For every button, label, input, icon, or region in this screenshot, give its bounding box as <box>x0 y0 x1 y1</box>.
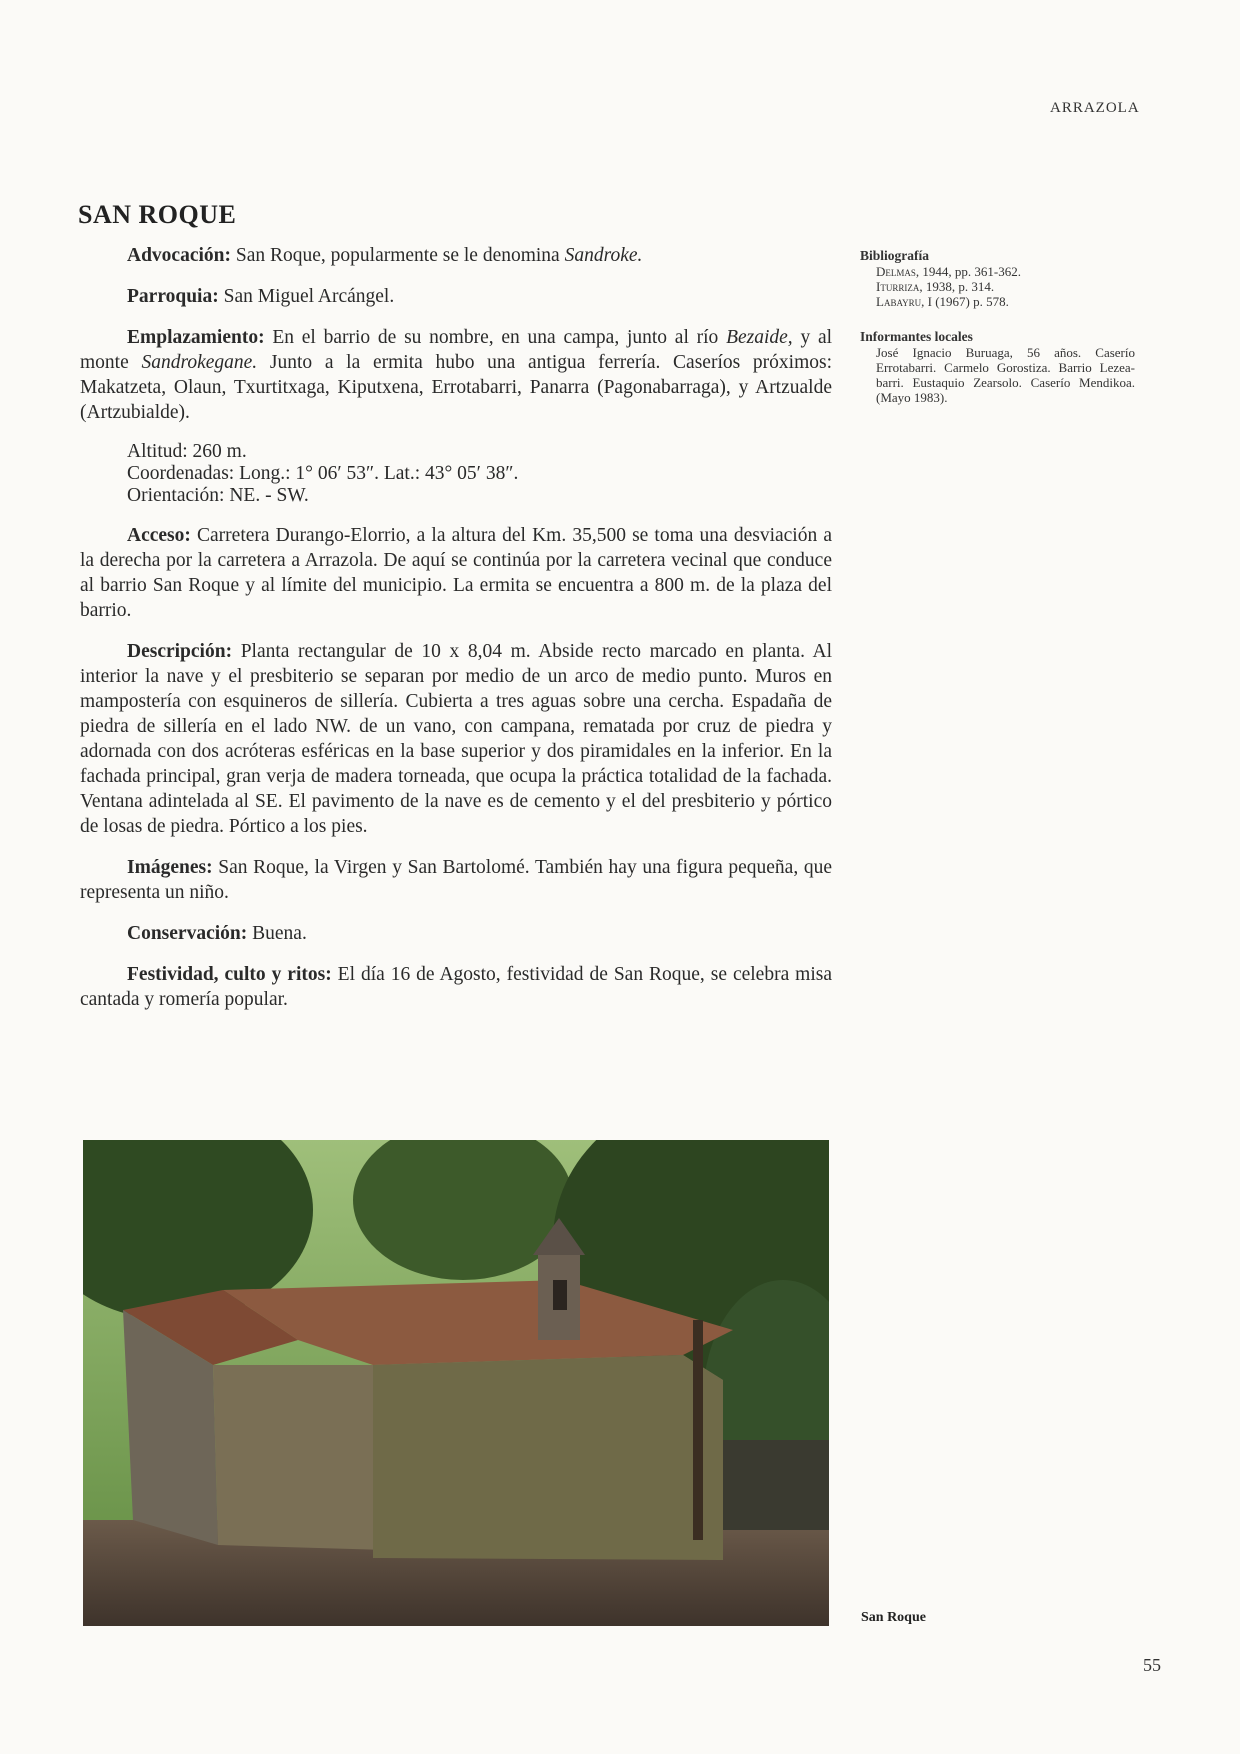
parroquia-paragraph <box>80 284 832 309</box>
altitud-line: Altitud: 260 m. <box>127 441 247 462</box>
emplazamiento-river: Bezaide, <box>726 327 793 348</box>
emplazamiento-text-3: Junto a la ermita hubo una antigua ferrería. Caseríos próximos: Makatzeta, Olaun, Txurtitxaga, Kiputxena, Errotabarri, Panarra (Pagonabarraga), y Artzualde (Artzubialde). <box>80 352 832 423</box>
bibliography-detail: 1944, pp. 361-362. <box>922 264 1021 279</box>
acceso-text: Carretera Durango-Elorrio, a la altura del Km. 35,500 se toma una desviación a la derecha por la carretera a Arrazola. De aquí se continúa por la carretera vecinal que conduce al barrio San Roque y al límite del municipio. La ermita se encuentra a 800 m. de la plaza del barrio. <box>80 525 832 621</box>
coordenadas-line: Coordenadas: Long.: 1° 06′ 53″. Lat.: 43° 05′ 38″. <box>127 463 519 484</box>
entry-body <box>80 243 832 1028</box>
bibliografia-block <box>860 248 1135 309</box>
orientacion-line: Orientación: NE. - SW. <box>127 485 309 506</box>
bibliography-entry <box>860 279 1135 294</box>
festividad-text: El día 16 de Agosto, festividad de San Roque, se celebra misa cantada y romería popular. <box>80 964 833 1010</box>
bibliography-author: Iturriza, <box>876 279 923 294</box>
page-number: 55 <box>1143 1655 1161 1675</box>
imagenes-paragraph <box>80 855 832 905</box>
festividad-label: Festividad, culto y ritos: <box>127 964 332 985</box>
emplazamiento-text-2: y al monte <box>80 327 833 373</box>
emplazamiento-text-1: En el barrio de su nombre, en una campa, junto al río <box>272 327 719 348</box>
hermitage-photo <box>83 1140 829 1626</box>
sidebar <box>860 248 1135 425</box>
bibliography-entry <box>860 294 1135 309</box>
photo-caption: San Roque <box>861 1610 926 1625</box>
acceso-paragraph <box>80 523 832 623</box>
acceso-label: Acceso: <box>127 525 191 546</box>
descripcion-paragraph <box>80 639 832 839</box>
imagenes-label: Imágenes: <box>127 857 213 878</box>
conservacion-paragraph <box>80 921 832 946</box>
bibliography-author: Labayru, <box>876 294 925 309</box>
emplazamiento-label: Emplazamiento: <box>127 327 265 348</box>
informantes-heading: Informantes locales <box>860 329 973 344</box>
bibliography-detail: I (1967) p. 578. <box>927 294 1009 309</box>
conservacion-label: Conservación: <box>127 923 248 944</box>
informantes-text: José Ignacio Buruaga, 56 años. Caserío Errotabarri. Carmelo Gorostiza. Barrio Lezea-barri. Eustaquio Zearsolo. Caserío Mendikoa. (Mayo 1983). <box>876 345 1135 405</box>
descripcion-text: Planta rectangular de 10 x 8,04 m. Abside recto marcado en planta. Al interior la nave y el presbiterio se separan por medio de un arco de medio punto. Muros en mampostería con esquineros de sillería. Cubierta a tres aguas sobre una cercha. Espadaña de piedra de sillería en el lado NW. de un vano, con campana, rematada por cruz de piedra y adornada con dos acróteras esféricas en la base superior y dos piramidales en la inferior. En la fachada principal, gran verja de madera torneada, que ocupa la práctica totalidad de la fachada. Ventana adintelada al SE. El pavimento de la nave es de cemento y el del presbiterio y pórtico de losas de piedra. Pórtico a los pies. <box>80 641 833 837</box>
running-head: ARRAZOLA <box>1050 100 1140 116</box>
descripcion-label: Descripción: <box>127 641 233 662</box>
emplazamiento-paragraph <box>80 325 832 425</box>
advocacion-text: San Roque, popularmente se le denomina <box>235 245 560 266</box>
bibliography-entry <box>860 264 1135 279</box>
entry-title: SAN ROQUE <box>78 200 237 229</box>
parroquia-label: Parroquia: <box>127 286 219 307</box>
advocacion-italic: Sandroke. <box>564 245 643 266</box>
parroquia-text: San Miguel Arcángel. <box>223 286 395 307</box>
emplazamiento-mountain: Sandrokegane. <box>141 352 258 373</box>
advocacion-label: Advocación: <box>127 245 231 266</box>
imagenes-text: San Roque, la Virgen y San Bartolomé. También hay una figura pequeña, que representa un niño. <box>80 857 833 903</box>
hermitage-photo-illustration <box>83 1140 829 1626</box>
bibliografia-heading: Bibliografía <box>860 248 930 263</box>
festividad-paragraph <box>80 962 832 1012</box>
bibliography-detail: 1938, p. 314. <box>925 279 995 294</box>
location-data <box>127 441 832 507</box>
advocacion-paragraph <box>80 243 832 268</box>
conservacion-text: Buena. <box>252 923 307 944</box>
bibliography-author: Delmas, <box>876 264 920 279</box>
informantes-block <box>860 329 1135 405</box>
